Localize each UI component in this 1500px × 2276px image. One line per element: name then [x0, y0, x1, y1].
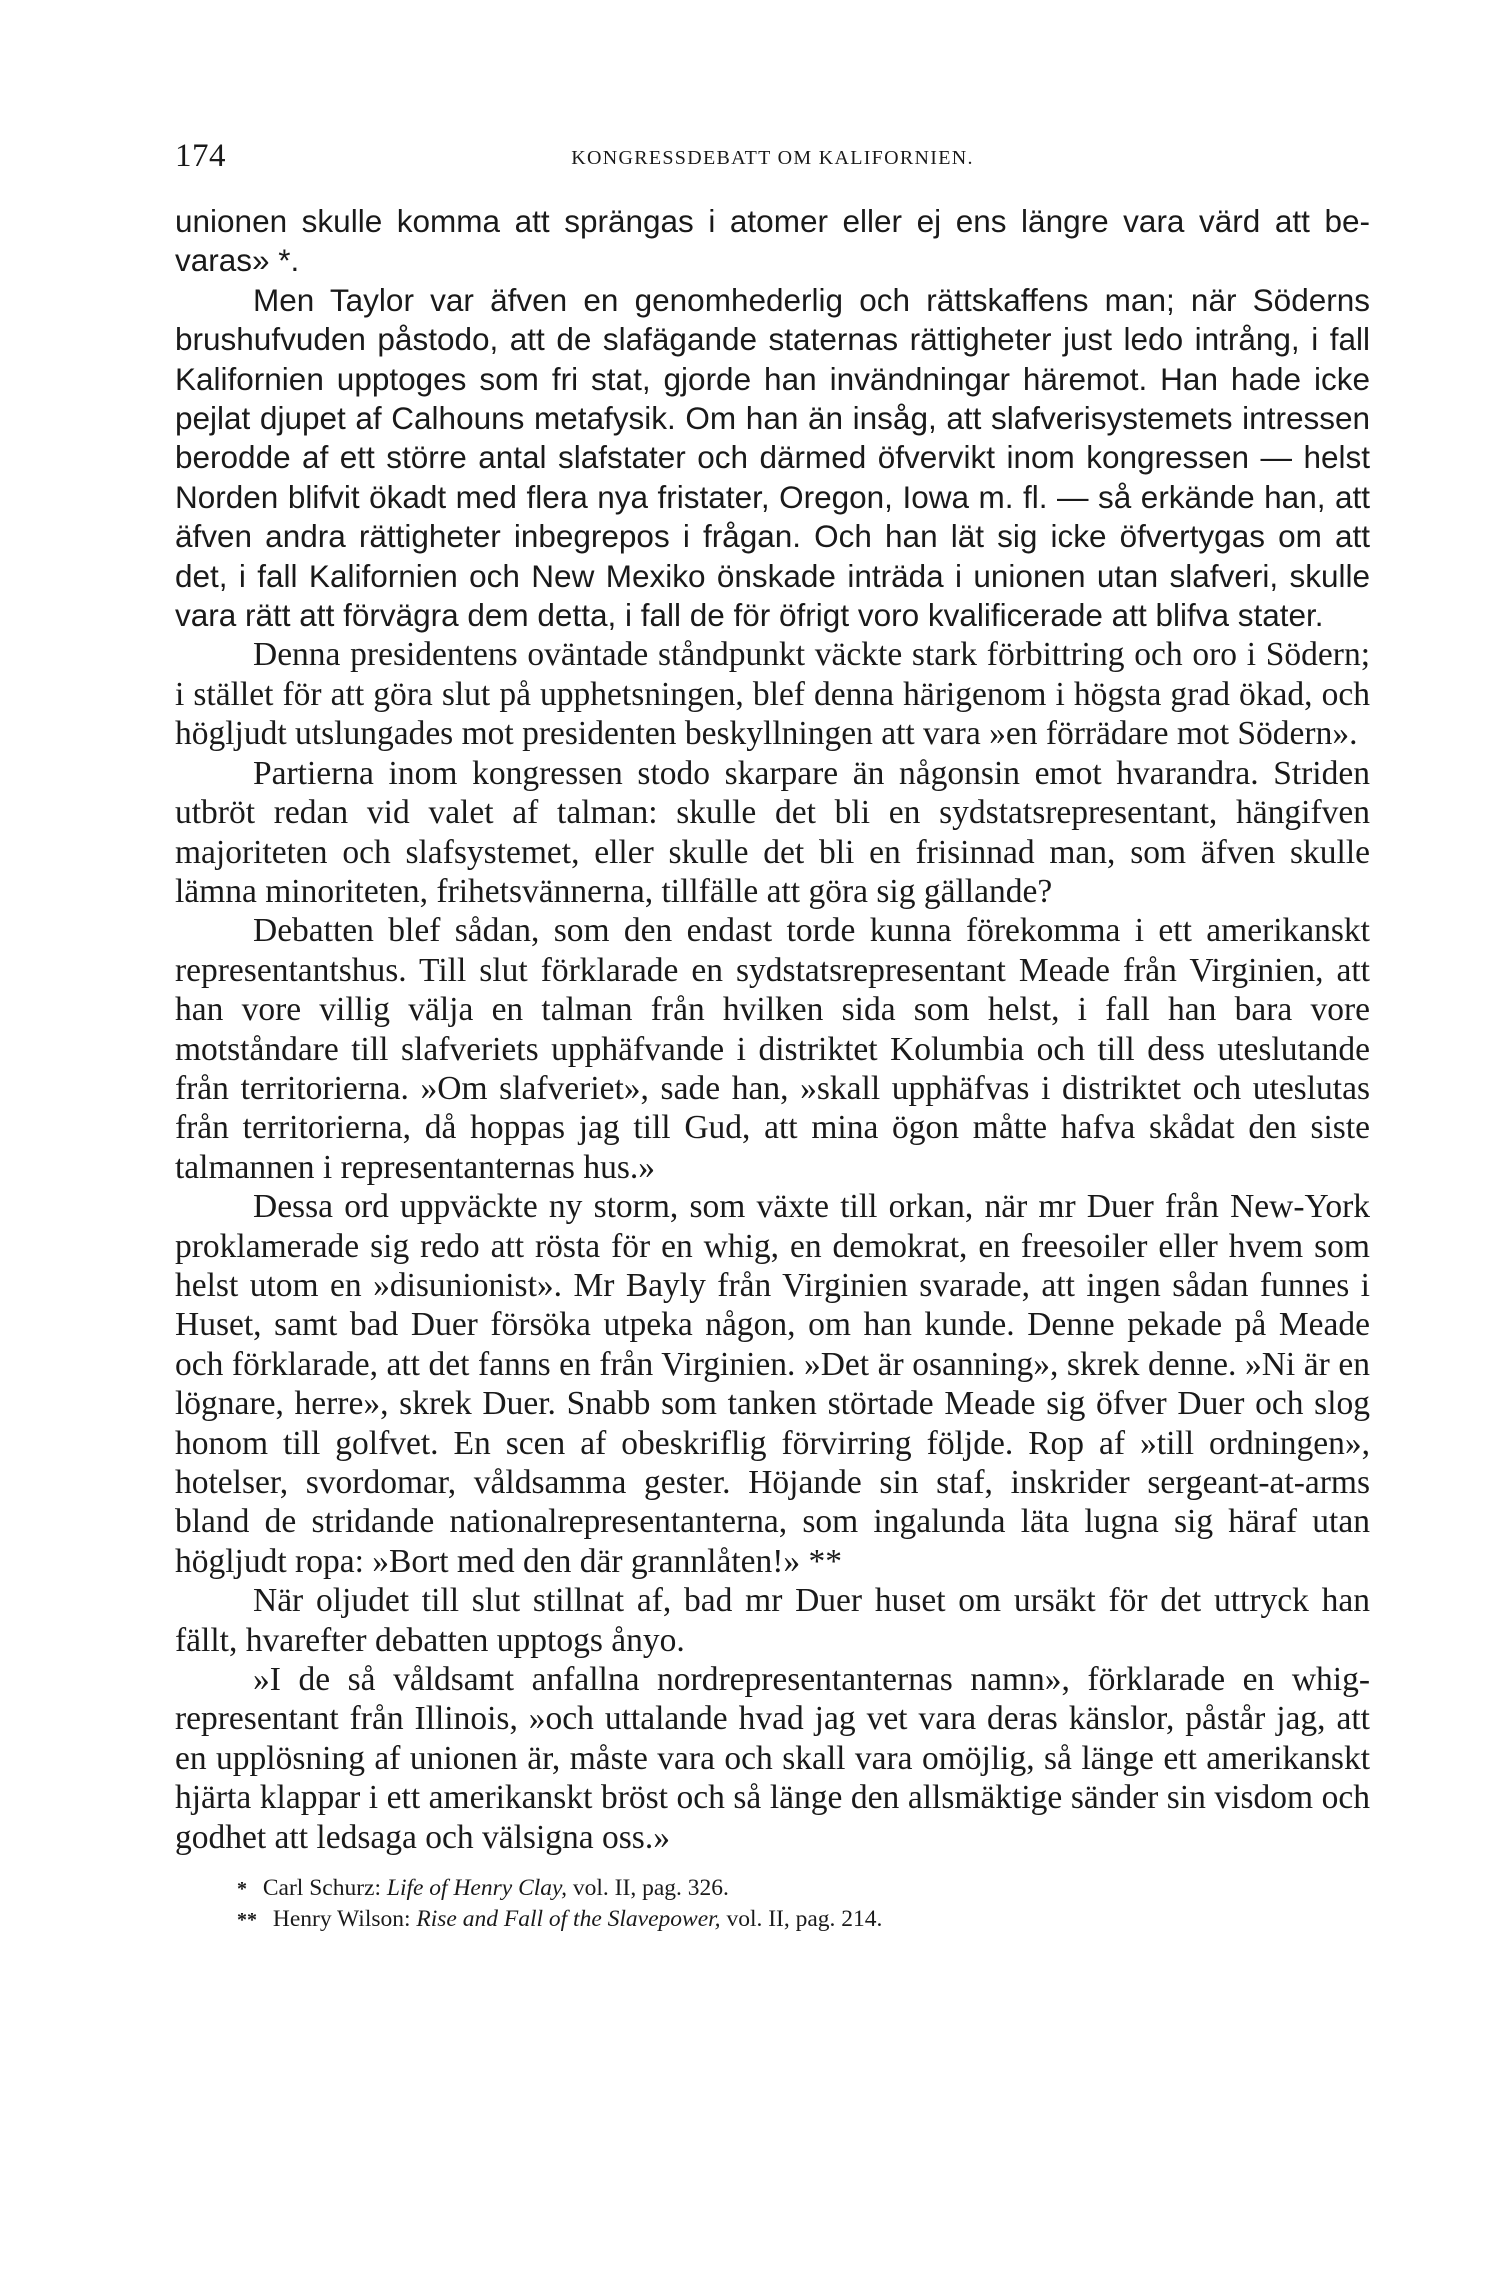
footnote-title: Life of Henry Clay,	[386, 1875, 568, 1902]
footnote	[237, 1873, 1370, 1904]
footnote-author: Henry Wilson:	[272, 1906, 411, 1933]
body-text	[175, 202, 1370, 1857]
paragraph-taylor: Men Taylor var äfven en genomhederlig och rättskaffens man; när Söderns brushufvuden påstodo, att de slafägande staternas rättigheter just ledo intrång, i fall Kalifornien upptoges som fri stat, gjorde han invändningar häremot. Han hade icke pejlat djupet af Calhouns metafysik. Om han än insåg, att slafverisystemets intressen berodde af ett större antal slafstater och därmed öfvervikt inom kongressen — helst Norden blifvit ökadt med flera nya fristater, Oregon, Iowa m. fl. — så erkände han, att äfven andra rättigheter inbegrepos i frågan. Och han lät sig icke öfvertygas om att det, i fall Kalifornien och New Mexiko önskade inträda i unionen utan slafveri, skulle vara rätt att förvägra dem detta, i fall de för öfrigt voro kvalificerade att blifva stater.	[175, 281, 1370, 634]
footnote-author: Carl Schurz:	[262, 1875, 381, 1902]
running-title: KONGRESSDEBATT OM KALIFORNIEN.	[571, 147, 974, 169]
book-page	[175, 138, 1370, 2198]
paragraph-debate: Debatten blef sådan, som den endast torde kunna förekomma i ett amerikanskt representantshus. Till slut förklarade en sydstatsrepresentant Meade från Virginien, att han vore villig välja en talman från hvilken sida som helst, i fall han bara vore motståndare till slafveriets upphäfvande i distriktet Kolumbia och till dess uteslutande från territorierna. »Om slafveriet», sade han, »skall upphäfvas i distriktet och uteslutas från territorierna, då hoppas jag till Gud, att mina ögon måtte hafva skådat den siste talmannen i representanternas hus.»	[175, 912, 1370, 1186]
footnotes	[175, 1873, 1370, 1935]
paragraph-parties: Partierna inom kongressen stodo skarpare än någonsin emot hvarandra. Striden utbröt redan vid valet af talman: skulle det bli en sydstatsrepresentant, hängifven majoriteten och slafsystemet, eller skulle det bli en frisinnad man, som äfven skulle lämna minoriteten, frihetsvännerna, tillfälle att göra sig gällande?	[175, 754, 1370, 910]
paragraph-reaction: Denna presidentens oväntade ståndpunkt väckte stark förbittring och oro i Södern; i stället för att göra slut på upphetsningen, blef denna härigenom i högsta grad ökad, och högljudt utslungades mot presidenten beskyllningen att vara »en förrädare mot Södern».	[175, 636, 1370, 753]
footnote-mark: *	[237, 1878, 247, 1901]
footnote-mark: **	[237, 1909, 257, 1932]
footnote-ref: vol. II, pag. 214.	[726, 1906, 883, 1933]
paragraph-continuation: unionen skulle komma att sprängas i atomer eller ej ens längre vara värd att bevaras» *.	[175, 203, 1370, 279]
paragraph-apology: När oljudet till slut stillnat af, bad mr Duer huset om ursäkt för det uttryck han fällt, hvarefter debatten upptogs ånyo.	[175, 1582, 1370, 1659]
page-header	[175, 138, 1370, 190]
footnote-ref: vol. II, pag. 326.	[572, 1875, 729, 1902]
footnote	[237, 1904, 1370, 1935]
paragraph-storm: Dessa ord uppväckte ny storm, som växte till orkan, när mr Duer från New-York proklamerade sig redo att rösta för en whig, en demokrat, en freesoiler eller hvem som helst utom en »disunionist». Mr Bayly från Virginien svarade, att ingen sådan funnes i Huset, samt bad Duer försöka utpeka någon, om han kunde. Denne pekade på Meade och förklarade, att det fanns en från Virginien. »Det är osanning», skrek denne. »Ni är en lögnare, herre», skrek Duer. Snabb som tanken störtade Meade sig öfver Duer och slog honom till golfvet. En scen af obeskriflig förvirring följde. Rop af »till ordningen», hotelser, svordomar, våldsamma gester. Höjande sin staf, inskrider sergeant-at-arms bland de stridande nationalrepresentanterna, som ingalunda läta lugna sig häraf utan högljudt ropa: »Bort med den där grannlåten!» **	[175, 1188, 1370, 1580]
footnote-title: Rise and Fall of the Slavepower,	[416, 1906, 721, 1933]
page-number: 174	[175, 138, 226, 174]
paragraph-illinois: »I de så våldsamt anfallna nordrepresentanternas namn», förklarade en whigrepresentant från Illinois, »och uttalande hvad jag vet vara deras känslor, påstår jag, att en upplösning af unionen är, måste vara och skall vara omöjlig, så länge ett amerikanskt hjärta klappar i ett amerikanskt bröst och så länge den allsmäktige sänder sin visdom och godhet att ledsaga och välsigna oss.»	[175, 1661, 1370, 1856]
